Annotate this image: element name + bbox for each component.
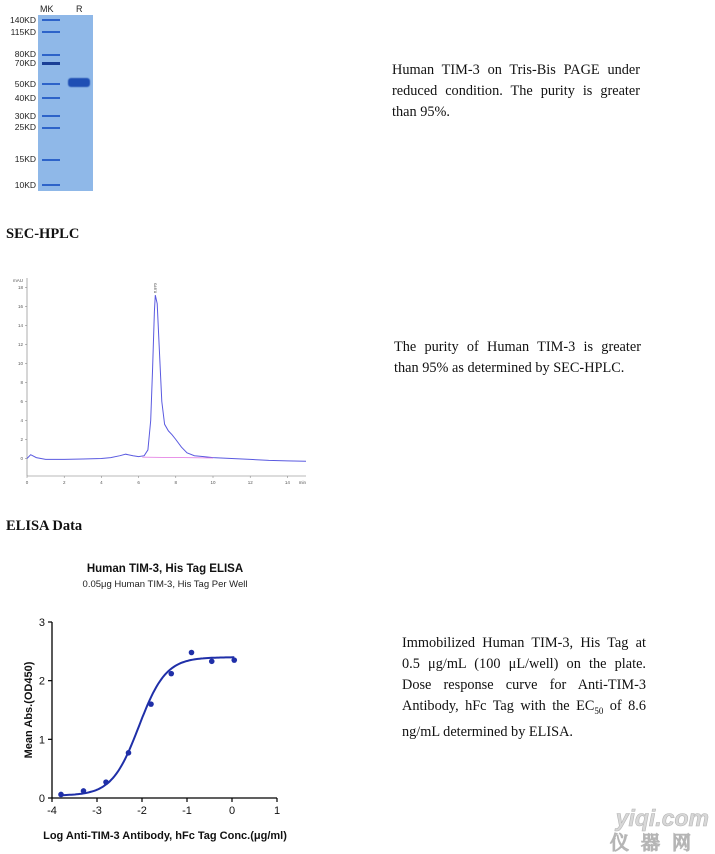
ladder-band — [42, 62, 60, 65]
sec-description: The purity of Human TIM-3 is greater than 95% as determined by SEC-HPLC. — [394, 339, 641, 376]
x-tick-label: 4 — [100, 480, 103, 485]
x-tick-label: 10 — [210, 480, 216, 485]
y-axis-label: mAU — [13, 278, 23, 283]
mw-label-40kd: 40KD — [14, 92, 36, 103]
gel-image — [0, 0, 100, 195]
sample-band — [68, 78, 90, 87]
elisa-chart — [0, 555, 320, 847]
y-tick-label: 18 — [17, 285, 23, 290]
ladder-band — [42, 31, 60, 33]
y-tick-label: 12 — [17, 342, 23, 347]
sec-hplc-chromatogram — [0, 268, 320, 494]
data-point — [103, 779, 109, 785]
x-tick-label: -3 — [92, 805, 102, 817]
elisa-heading: ELISA Data — [6, 518, 83, 534]
fit-curve — [61, 657, 234, 795]
elisa-description-main: Immobilized Human TIM-3, His Tag at 0.5 μg/mL (100 μL/well) on the plate. Dose response curve for Anti-TIM-3 Antibody, hFc Tag with the EC — [402, 635, 646, 714]
mw-label-10kd: 10KD — [14, 179, 36, 190]
ladder-band — [42, 127, 60, 129]
data-point — [209, 659, 215, 665]
chart-subtitle: 0.05μg Human TIM-3, His Tag Per Well — [82, 579, 248, 590]
ladder-band — [42, 54, 60, 56]
y-tick-label: 0 — [20, 456, 23, 461]
x-tick-label: 2 — [62, 480, 66, 485]
sec-hplc-heading: SEC-HPLC — [6, 226, 80, 242]
ladder-band — [42, 184, 60, 186]
gel-description: Human TIM-3 on Tris-Bis PAGE under reduced condition. The purity is greater than 95%. — [392, 62, 640, 120]
mw-label-80kd: 80KD — [14, 49, 36, 60]
elisa-description — [402, 633, 646, 743]
ladder-band — [42, 83, 60, 85]
y-axis-title: Mean Abs.(OD450) — [23, 661, 35, 759]
series-baseline — [142, 457, 213, 458]
mw-label-30kd: 30KD — [14, 110, 36, 121]
mw-label-115kd: 115KD — [10, 26, 36, 37]
watermark-line2: 仪器网 — [609, 833, 703, 852]
y-tick-label: 10 — [17, 361, 23, 366]
y-tick-label: 2 — [38, 675, 45, 688]
ladder-band — [42, 97, 60, 99]
ec50-subscript: 50 — [594, 705, 604, 716]
y-tick-label: 2 — [20, 437, 23, 442]
data-point — [148, 701, 154, 707]
yiqi-watermark-logo — [593, 802, 711, 852]
ladder-band — [42, 159, 60, 161]
mw-label-50kd: 50KD — [14, 78, 36, 89]
y-tick-label: 3 — [38, 617, 45, 629]
y-tick-label: 6 — [20, 399, 23, 404]
x-tick-label: 0 — [228, 805, 236, 817]
x-tick-label: 0 — [25, 480, 29, 485]
chart-title: Human TIM-3, His Tag ELISA — [86, 563, 244, 575]
x-axis-title: Log Anti-TIM-3 Antibody, hFc Tag Conc.(μg/ml) — [43, 830, 287, 842]
x-tick-label: -2 — [137, 805, 147, 817]
x-tick-label: -4 — [47, 805, 57, 817]
x-axis-label: min — [298, 480, 306, 485]
ladder-band — [42, 19, 60, 21]
data-point — [231, 657, 237, 663]
x-tick-label: 12 — [247, 480, 253, 485]
x-tick-label: 1 — [273, 805, 281, 817]
x-tick-label: 6 — [137, 480, 140, 485]
data-point — [189, 650, 195, 656]
peak-label: 6.870 — [152, 283, 158, 294]
data-point — [81, 788, 87, 794]
x-tick-label: -1 — [182, 805, 192, 817]
lane-label-mk: MK — [40, 4, 54, 14]
series-sample — [27, 295, 306, 461]
data-point — [58, 792, 64, 798]
y-tick-label: 1 — [38, 734, 45, 747]
mw-label-15kd: 15KD — [14, 154, 36, 165]
y-tick-label: 16 — [17, 304, 23, 309]
data-point — [126, 750, 132, 756]
x-tick-label: 8 — [174, 480, 178, 485]
elisa-description-end: of 8.6 ng/mL determined by ELISA. — [402, 698, 646, 740]
y-tick-label: 14 — [17, 323, 23, 328]
y-tick-label: 0 — [38, 793, 45, 805]
mw-label-140kd: 140KD — [10, 14, 36, 25]
watermark-line1: yiqi.com — [615, 805, 709, 831]
x-tick-label: 14 — [284, 480, 290, 485]
data-point — [168, 671, 174, 677]
y-tick-label: 4 — [20, 418, 23, 423]
ladder-band — [42, 115, 60, 117]
mw-label-70kd: 70KD — [14, 57, 36, 68]
mw-label-25kd: 25KD — [14, 122, 36, 133]
gel-lane-area — [38, 15, 93, 191]
y-tick-label: 8 — [20, 380, 23, 385]
lane-label-r: R — [76, 4, 83, 14]
